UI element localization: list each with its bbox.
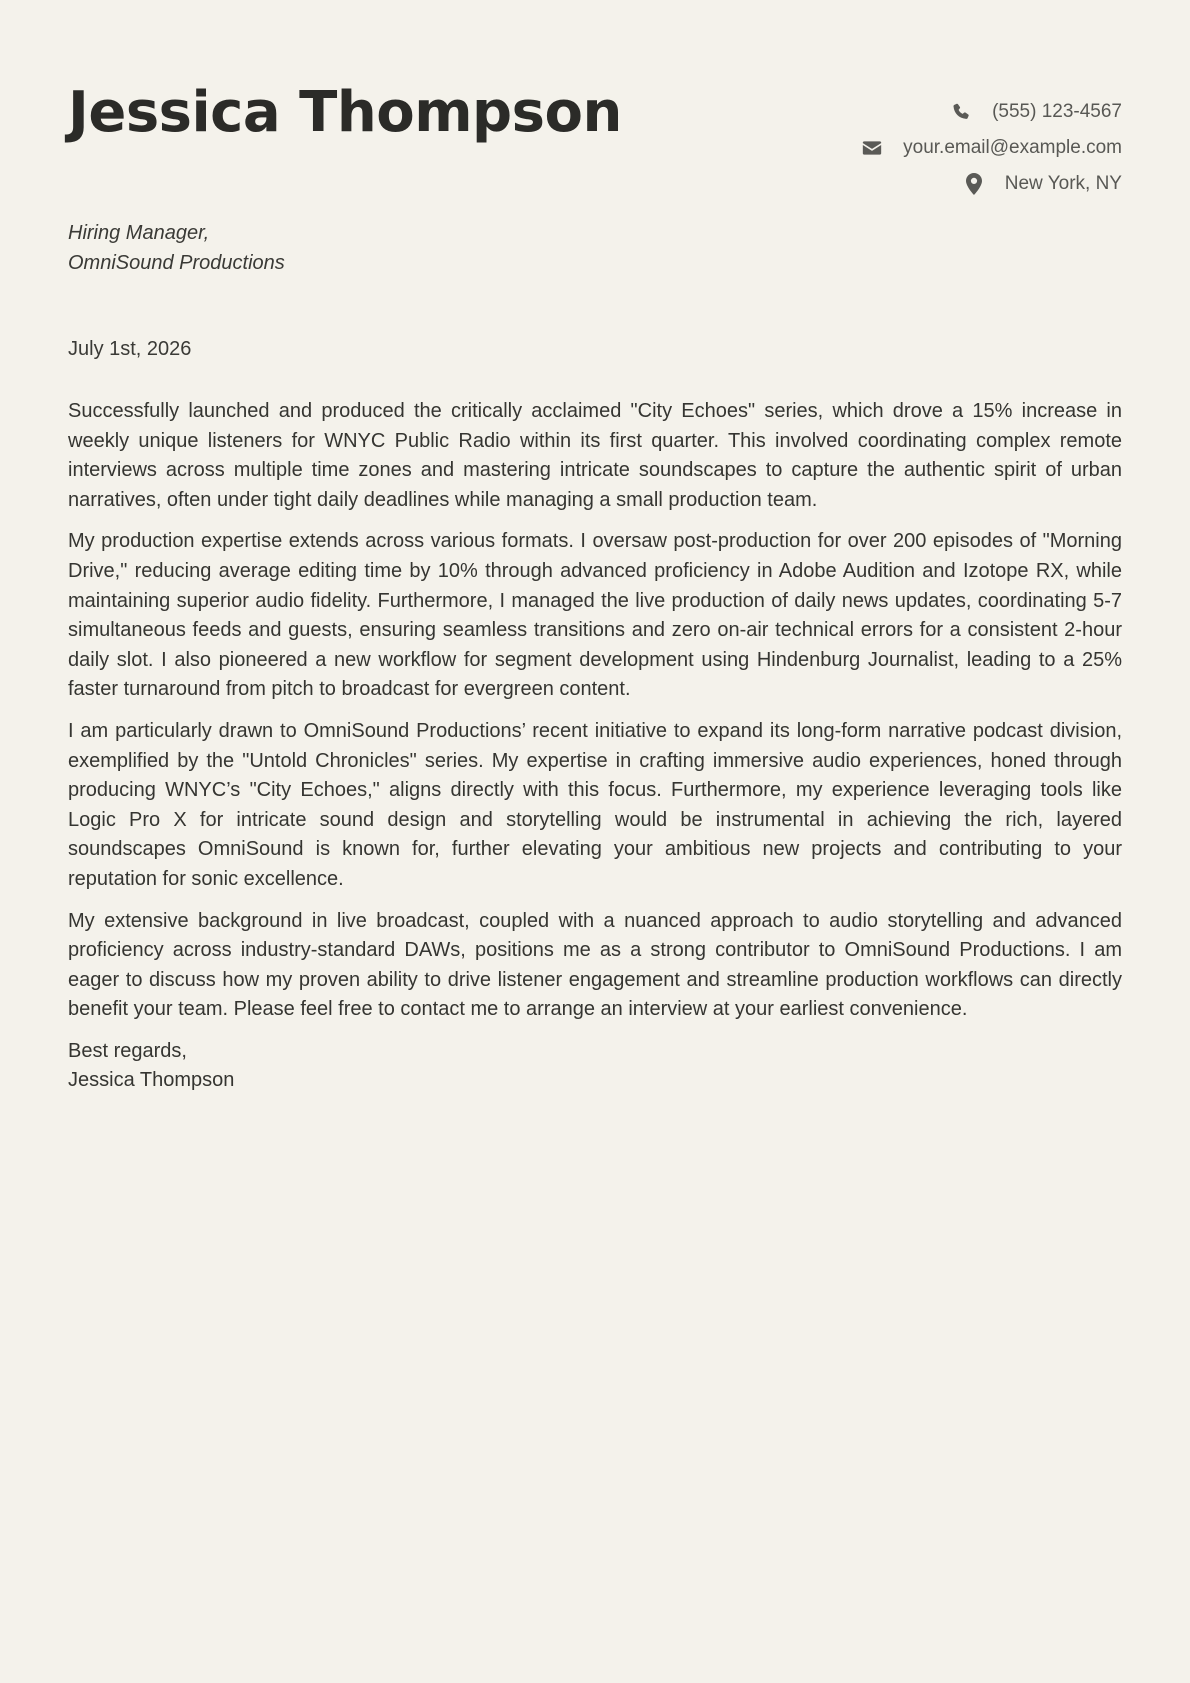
map-pin-icon — [963, 173, 985, 195]
body-paragraph: My extensive background in live broadcast, coupled with a nuanced approach to audio storytelling and advanced proficiency across industry-standard DAWs, positions me as a strong contributor to OmniSound Productions. I am eager to discuss how my proven ability to drive listener engagement and streamline production workflows can directly benefit your team. Please feel free to contact me to arrange an interview at your earliest convenience. — [68, 909, 1122, 1021]
body-paragraph: My production expertise extends across various formats. I oversaw post-production for over 200 episodes of "Morning Drive," reducing average editing time by 10% through advanced proficiency in Adobe Audition and Izotope RX, while maintaining superior audio fidelity. Furthermore, I managed the live production of daily news updates, coordinating 5-7 simultaneous feeds and guests, ensuring seamless transitions and zero on-air technical errors for a consistent 2-hour daily slot. I also pioneered a new workflow for segment development using Hindenburg Journalist, leading to a 25% faster turnaround from pitch to broadcast for evergreen content. — [68, 530, 1122, 701]
contact-block — [702, 94, 1122, 202]
letter-closing — [68, 1037, 1122, 1096]
recipient-title: Hiring Manager, — [68, 222, 210, 244]
body-paragraph: I am particularly drawn to OmniSound Productions’ recent initiative to expand its long-form narrative podcast division, exemplified by the "Untold Chronicles" series. My expertise in crafting immersive audio experiences, honed through producing WNYC’s "City Echoes," aligns directly with this focus. Furthermore, my experience leveraging tools like Logic Pro X for intricate sound design and storytelling would be instrumental in achieving the rich, layered soundscapes OmniSound is known for, further elevating your ambitious new projects and contributing to your reputation for sonic excellence. — [68, 719, 1122, 890]
email-address: your.email@example.com — [903, 137, 1122, 158]
applicant-name: Jessica Thompson — [68, 80, 622, 145]
recipient-company: OmniSound Productions — [68, 252, 285, 274]
body-paragraph: Successfully launched and produced the critically acclaimed "City Echoes" series, which drove a 15% increase in weekly unique listeners for WNYC Public Radio within its first quarter. This involved coordinating complex remote interviews across multiple time zones and mastering intricate soundscapes to capture the authentic spirit of urban narratives, often under tight daily deadlines while managing a small production team. — [68, 400, 1122, 511]
letter-body — [68, 397, 1122, 1096]
closing-signature: Jessica Thompson — [68, 1069, 235, 1092]
recipient-block — [68, 218, 285, 278]
contact-phone-row — [702, 94, 1122, 130]
phone-number: (555) 123-4567 — [992, 101, 1122, 122]
contact-location-row — [702, 166, 1122, 202]
phone-icon — [950, 101, 972, 123]
letter-date: July 1st, 2026 — [68, 338, 192, 360]
location: New York, NY — [1004, 173, 1122, 194]
contact-email-row — [702, 130, 1122, 166]
closing-salutation: Best regards, — [68, 1039, 187, 1062]
letter-header — [68, 78, 1122, 208]
envelope-icon — [861, 137, 883, 159]
